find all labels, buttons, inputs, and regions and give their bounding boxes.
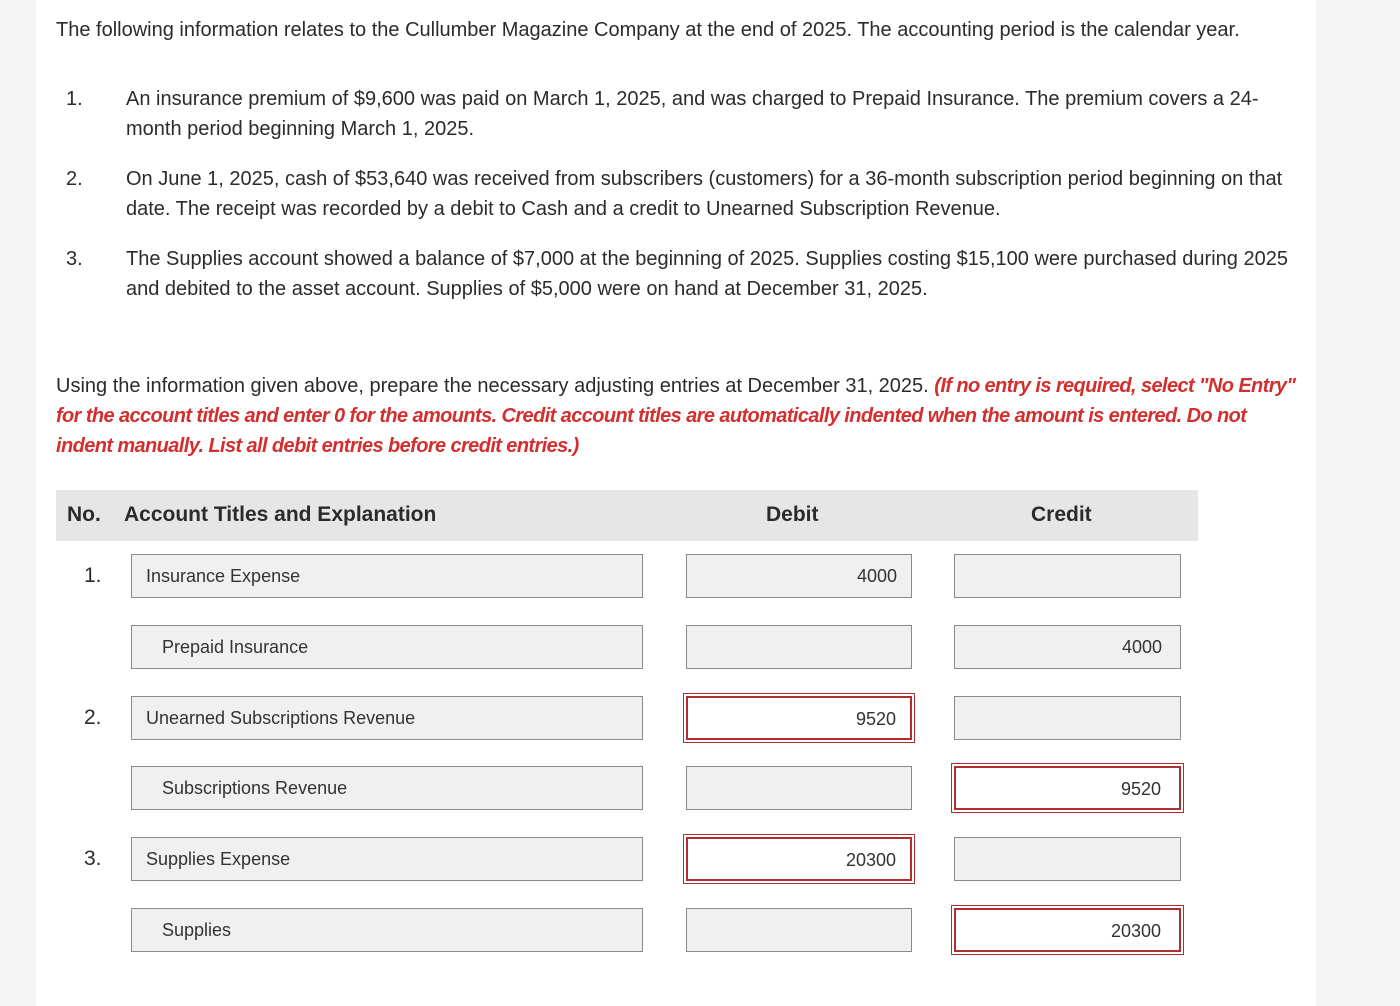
header-no: No. <box>67 503 101 526</box>
account-title-select[interactable]: Prepaid Insurance <box>131 625 643 669</box>
credit-input[interactable]: 4000 <box>954 625 1181 669</box>
problem-item-number: 1. <box>66 88 83 110</box>
account-title-select[interactable]: Insurance Expense <box>131 554 643 598</box>
problem-item <box>56 84 1296 144</box>
entry-number: 2. <box>84 706 102 729</box>
journal-row <box>56 908 1198 952</box>
account-title-select[interactable]: Supplies Expense <box>131 837 643 881</box>
entry-number: 1. <box>84 564 102 587</box>
debit-input[interactable] <box>686 766 912 810</box>
debit-input[interactable]: 4000 <box>686 554 912 598</box>
problem-item <box>56 244 1296 304</box>
journal-row <box>56 554 1198 598</box>
credit-input[interactable]: 20300 <box>954 908 1181 952</box>
journal-row <box>56 766 1198 810</box>
debit-input[interactable] <box>686 625 912 669</box>
credit-input[interactable] <box>954 696 1181 740</box>
problem-panel <box>36 0 1316 1006</box>
credit-input[interactable] <box>954 554 1181 598</box>
instruction-note: (If no entry is required, select "No Entry" for the account titles and enter 0 for the amounts. Credit account titles are automatically indented when the amount is entered. Do not indent manually. List all debit entries before credit entries.) <box>56 375 1296 457</box>
credit-input[interactable] <box>954 837 1181 881</box>
header-debit: Debit <box>766 503 819 526</box>
journal-row <box>56 837 1198 881</box>
debit-input[interactable] <box>686 908 912 952</box>
entry-number: 3. <box>84 847 102 870</box>
journal-row <box>56 696 1198 740</box>
problem-item-number: 3. <box>66 248 83 270</box>
instruction-text <box>56 371 1296 461</box>
problem-item <box>56 164 1296 224</box>
journal-row <box>56 625 1198 669</box>
problem-item-text: An insurance premium of $9,600 was paid on March 1, 2025, and was charged to Prepaid Insurance. The premium covers a 24-month period beginning March 1, 2025. <box>126 88 1259 140</box>
debit-input[interactable]: 9520 <box>686 696 912 740</box>
problem-item-number: 2. <box>66 168 83 190</box>
credit-input[interactable]: 9520 <box>954 766 1181 810</box>
header-account-titles: Account Titles and Explanation <box>124 503 437 526</box>
account-title-select[interactable]: Supplies <box>131 908 643 952</box>
problem-items-list <box>56 84 1296 324</box>
journal-table-header <box>56 490 1198 541</box>
account-title-select[interactable]: Subscriptions Revenue <box>131 766 643 810</box>
debit-input[interactable]: 20300 <box>686 837 912 881</box>
account-title-select[interactable]: Unearned Subscriptions Revenue <box>131 696 643 740</box>
problem-item-text: The Supplies account showed a balance of $7,000 at the beginning of 2025. Supplies costing $15,100 were purchased during 2025 and debited to the asset account. Supplies of $5,000 were on hand at December 31, 2025. <box>126 248 1288 300</box>
problem-intro: The following information relates to the Cullumber Magazine Company at the end of 2025. The accounting period is the calendar year. <box>56 19 1240 41</box>
header-credit: Credit <box>1031 503 1092 526</box>
problem-item-text: On June 1, 2025, cash of $53,640 was received from subscribers (customers) for a 36-month subscription period beginning on that date. The receipt was recorded by a debit to Cash and a credit to Unearned Subscription Revenue. <box>126 168 1283 220</box>
instruction-main: Using the information given above, prepare the necessary adjusting entries at December 31, 2025. <box>56 375 935 397</box>
